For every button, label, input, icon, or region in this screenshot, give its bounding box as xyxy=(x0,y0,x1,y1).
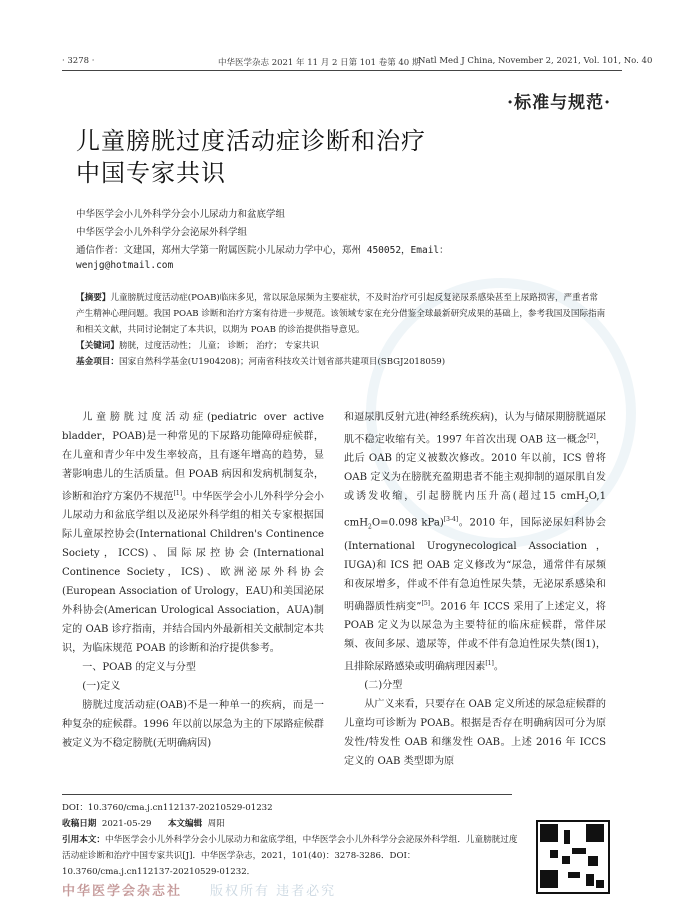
keywords-label: 【关键词】 xyxy=(76,341,119,351)
author-group-2: 中华医学会小儿外科学分会泌尿外科学组 xyxy=(76,227,248,238)
paragraph: 儿童膀胱过度活动症(pediatric over active bladder，POAB)是一种常见的下尿路功能障碍症候群，在儿童和青少年中发生率较高，且有逐年增高的趋势，显著影响患儿的生活质量。但 POAB 病因和发病机制复杂，诊断和治疗方案仍不规范[1]。中华医学会小儿外科学分会小儿尿动力和盆底学组以及泌尿外科学组的相关专家根据国际儿童尿控协会(International Children's Continence Society，ICCS)、国际尿控协会(International Continence Society，ICS)、欧洲泌尿外科协会(European Association of Urology，EAU)和美国泌尿外科协会(American Urological Association，AUA)制定的 OAB 诊疗指南，并结合国内外最新相关文献制定本共识，为临床规范 POAB 的诊断和治疗提供参考。 xyxy=(62,412,325,655)
header-rule xyxy=(62,70,622,71)
publisher-logo: 中华医学会杂志社 xyxy=(62,884,183,899)
subsection-heading: (二)分型 xyxy=(364,680,403,692)
subsection-heading: (一)定义 xyxy=(82,681,121,693)
funding: 国家自然科学基金(U1904208)；河南省科技攻关计划省部共建项目(SBGJ2018059) xyxy=(118,357,446,367)
title-line-2: 中国专家共识 xyxy=(76,159,226,187)
abstract xyxy=(76,290,606,370)
section-heading: 一、POAB 的定义与分型 xyxy=(82,662,196,674)
keywords: 膀胱，过度活动性； 儿童； 诊断； 治疗； 专家共识 xyxy=(118,341,319,351)
paragraph: 膀胱过度活动症(OAB)不是一种单一的疾病，而是一种复杂的症候群。1996 年以前以尿急为主的下尿路症候群被定义为不稳定膀胱(无明确病因) xyxy=(62,700,324,750)
page-number: · 3278 · xyxy=(62,56,95,66)
qr-code-icon[interactable] xyxy=(536,820,610,894)
title-line-1: 儿童膀胱过度活动症诊断和治疗 xyxy=(76,127,426,155)
email[interactable]: wenjg@hotmail.com xyxy=(76,260,174,271)
paragraph: 和逼尿肌反射亢进(神经系统疾病)，认为与储尿期膀胱逼尿肌不稳定收缩有关。1997 年首次出现 OAB 这一概念[2]，此后 OAB 的定义被数次修改。2010 年以前，ICS 曾将 OAB 定义为在膀胱充盈期患者不能主观抑制的逼尿肌自发或诱发收缩，引起膀胱内压升高(超过15 cmH$_2$O,1 cmH$_2$O=0.098 kPa)[3-4]。2010 年，国际泌尿妇科协会(International Urogynecological Association，IUGA)和 ICS 把 OAB 定义修改为“尿急，通常伴有尿频和夜尿增多，伴或不伴有急迫性尿失禁，无泌尿系感染和明确器质性病变”[5]。2016 年 ICCS 采用了上述定义，将 POAB 定义为以尿急为主要特征的临床症候群，常伴尿频、夜间多尿、遗尿等，伴或不伴有急迫性尿失禁(图1)，且排除尿路感染或明确病理因素[1]。 xyxy=(344,412,606,673)
right-column xyxy=(344,408,606,771)
section-tag: ·标准与规范· xyxy=(507,93,611,113)
left-column xyxy=(62,408,324,753)
journal-en: Natl Med J China, November 2, 2021, Vol. 101, No. 40 xyxy=(418,56,653,66)
footer xyxy=(62,800,522,880)
paragraph: 从广义来看，只要存在 OAB 定义所述的尿急症候群的儿童均可诊断为 POAB。根据是否存在明确病因可分为原发性/特发性 OAB 和继发性 OAB。上述 2016 年 ICCS 定义的 OAB 类型即为原 xyxy=(344,699,606,768)
footer-rule xyxy=(62,794,512,795)
copyright-mark: 版权所有 违者必究 xyxy=(210,884,337,899)
abstract-label: 【摘要】 xyxy=(76,293,111,303)
abstract-text: 儿童膀胱过度活动症(POAB)临床多见，常以尿急尿频为主要症状，不及时治疗可引起反复泌尿系感染甚至上尿路损害，严重者常产生精神心理问题。我国 POAB 诊断和治疗方案有待进一步规范。该领域专家在充分借鉴全球最新研究成果的基础上，参考我国及国际指南和相关文献，共同讨论制定了本共识，以期为 POAB 的诊治提供指导意见。 xyxy=(76,293,606,335)
citation: 引用本文：中华医学会小儿外科学分会小儿尿动力和盆底学组，中华医学会小儿外科学分会泌尿外科学组．儿童膀胱过度活动症诊断和治疗中国专家共识[J]．中华医学杂志，2021，101(40)：3278-3286．DOI：10.3760/cma.j.cn112137-20210529-01232． xyxy=(62,835,518,877)
author-group-1: 中华医学会小儿外科学分会小儿尿动力和盆底学组 xyxy=(76,209,286,220)
journal-cn: 中华医学杂志 2021 年 11 月 2 日第 101 卷第 40 期 xyxy=(218,58,421,68)
corresponding-author: 通信作者：文建国，郑州大学第一附属医院小儿尿动力学中心，郑州 450052，Email： xyxy=(76,245,449,256)
funding-label: 基金项目： xyxy=(76,357,119,367)
received-line: 收稿日期 2021-05-29 本文编辑 周阳 xyxy=(62,819,225,829)
doi[interactable]: DOI：10.3760/cma.j.cn112137-20210529-01232 xyxy=(62,803,273,813)
